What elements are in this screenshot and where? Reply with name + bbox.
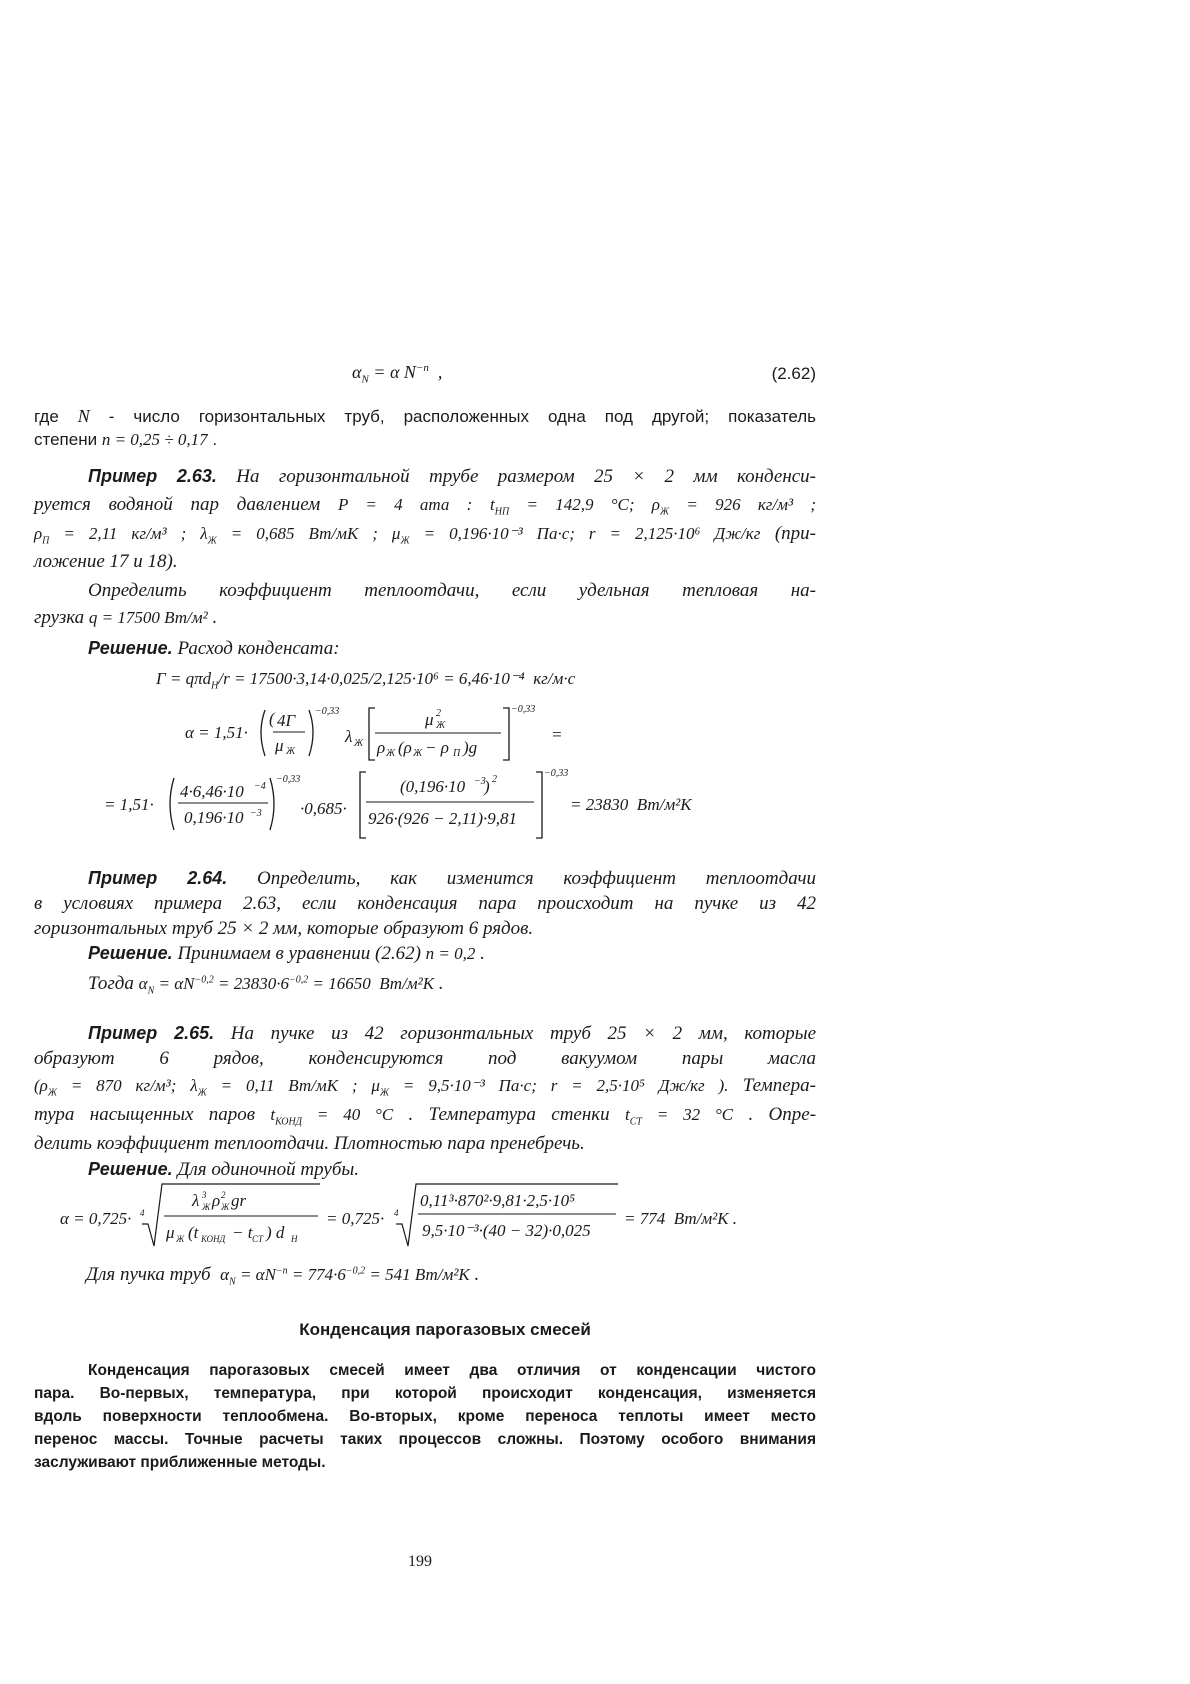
formula-alpha-general	[185, 700, 605, 764]
section-paragraph-line-3: вдоль поверхности теплообмена. Во-вторых, кроме переноса теплоты имеет место	[34, 1408, 816, 1425]
svg-text:): )	[484, 777, 490, 796]
svg-text:= 1,51·: = 1,51·	[104, 795, 154, 814]
svg-text:= 774 Вт/м²К .: = 774 Вт/м²К .	[624, 1209, 738, 1228]
example-2-65-line-3: ($\rho_Ж = 870$ кг/м³; $\lambda_Ж = 0,11$ Вт/мК ; $\mu_Ж = 9,5\cdot 10^{-3}$ Па·с; r = 2,5·10⁵ Дж/кг ). Темпера-	[34, 1075, 817, 1099]
paragraph-text: Конденсация парогазовых смесей имеет два отличия от конденсации чистого	[88, 1362, 816, 1379]
section-paragraph-line-1	[34, 1362, 816, 1380]
svg-text:4Γ: 4Γ	[277, 711, 296, 730]
section-paragraph-line-5: заслуживают приближенные методы.	[34, 1454, 326, 1471]
example-title: Пример 2.65.	[88, 1023, 215, 1043]
svg-text:СТ: СТ	[252, 1234, 264, 1244]
svg-text:−3: −3	[250, 808, 262, 819]
svg-text:Н: Н	[291, 1234, 298, 1244]
svg-text:Ж: Ж	[386, 748, 396, 759]
svg-text:−0,33: −0,33	[511, 704, 536, 715]
svg-text:(: (	[269, 709, 275, 728]
svg-text:·0,685·: ·0,685·	[300, 799, 347, 818]
solution-label: Решение.	[88, 638, 173, 658]
svg-text:−0,33: −0,33	[544, 768, 569, 779]
example-text: Определить, как изменится коэффициент теплоотдачи	[257, 868, 817, 889]
formula-alpha-numeric	[104, 766, 764, 842]
formula-alpha-general-graphic	[185, 700, 605, 764]
svg-text:Ж: Ж	[286, 746, 296, 757]
svg-text:λ: λ	[192, 1191, 200, 1210]
svg-text:ρ: ρ	[212, 1191, 221, 1210]
svg-text:) d: ) d	[266, 1223, 285, 1242]
svg-text:−4: −4	[254, 781, 266, 792]
svg-text:−0,33: −0,33	[315, 706, 340, 717]
svg-text:)g: )g	[463, 738, 478, 757]
svg-text:= 23830 Вт/м²К: = 23830 Вт/м²К	[570, 795, 692, 814]
solution-text: Для одиночной трубы.	[177, 1159, 360, 1180]
svg-text:Ж: Ж	[413, 748, 423, 759]
svg-text:Ж: Ж	[221, 1202, 230, 1212]
svg-text:0,196·10: 0,196·10	[184, 808, 244, 827]
svg-text:= 0,725·: = 0,725·	[326, 1209, 385, 1228]
example-2-64-line-3: горизонтальных труб 25 × 2 мм, которые образуют 6 рядов.	[34, 918, 534, 939]
example-text: На пучке из 42 горизонтальных труб 25 × 2 мм, которые	[230, 1023, 817, 1044]
formula-alpha-root	[60, 1180, 780, 1254]
svg-text:П: П	[453, 748, 461, 759]
example-2-65-line-4: тура насыщенных паров $t_{КОНД} = 40$ °C . Температура стенки $t_{СТ} = 32$ °C . Опре-	[34, 1104, 817, 1128]
example-2-65-solution	[34, 1159, 816, 1181]
svg-text:Ж: Ж	[202, 1202, 211, 1212]
example-2-64-line-2: в условиях примера 2.63, если конденсация пара происходит на пучке из 42	[34, 893, 816, 914]
example-2-63-line-5	[34, 580, 816, 602]
page-number: 199	[408, 1553, 432, 1570]
svg-text:α = 1,51·: α = 1,51·	[185, 723, 248, 742]
formula-flow-rate: Γ = qπd$_Н$/r = 17500·3,14·0,025/2,125·10⁶ = 6,46·10⁻⁴ кг/м·с	[156, 669, 576, 692]
section-heading: Конденсация парогазовых смесей	[299, 1320, 591, 1339]
task-text: Определить коэффициент теплоотдачи, если удельная тепловая на-	[88, 580, 816, 601]
equation-2-62	[34, 362, 816, 388]
svg-text:gr: gr	[231, 1191, 247, 1210]
svg-text:Ж: Ж	[354, 738, 364, 749]
svg-text:926·(926 − 2,11)·9,81: 926·(926 − 2,11)·9,81	[368, 809, 518, 828]
svg-text:=: =	[551, 725, 563, 744]
svg-text:(0,196·10: (0,196·10	[400, 777, 466, 796]
example-title: Пример 2.64.	[88, 868, 228, 888]
svg-text:Ж: Ж	[176, 1234, 185, 1244]
example-2-65-line-1	[34, 1023, 816, 1045]
svg-text:4: 4	[140, 1208, 145, 1218]
svg-text:0,11³·870²·9,81·2,5·10⁵: 0,11³·870²·9,81·2,5·10⁵	[420, 1191, 576, 1210]
svg-text:Ж: Ж	[436, 720, 446, 731]
svg-text:−0,33: −0,33	[276, 774, 301, 785]
example-title: Пример 2.63.	[88, 466, 217, 486]
svg-text:(t: (t	[188, 1223, 199, 1242]
equation-number: (2.62)	[771, 364, 816, 383]
example-2-63-solution	[34, 638, 816, 660]
svg-text:− t: − t	[232, 1223, 253, 1242]
example-2-64-solution: Решение. Принимаем в уравнении (2.62) n = 0,2 .	[34, 943, 816, 965]
svg-text:2: 2	[436, 708, 441, 719]
solution-label: Решение.	[88, 1159, 173, 1179]
example-2-65-line-2: образуют 6 рядов, конденсируются под вакуумом пары масла	[34, 1048, 816, 1069]
example-2-64-line-1	[34, 868, 816, 890]
section-paragraph-line-2: пара. Во-первых, температура, при которой происходит конденсация, изменяется	[34, 1385, 816, 1402]
formula-alpha-root-graphic	[60, 1180, 780, 1254]
svg-text:ρ: ρ	[377, 738, 386, 757]
intro-line-2: степени n = 0,25 ÷ 0,17 .	[34, 430, 218, 449]
example-2-64-result: Тогда $\alpha_N = \alpha N^{-0,2} = 23830\cdot 6^{-0,2} = 16650$ Вт/м²К .	[88, 973, 444, 997]
example-2-63-line-1: Пример 2.63. На горизонтальной трубе размером 25 × 2 мм конденси-	[34, 466, 816, 488]
svg-text:μ: μ	[425, 710, 434, 729]
svg-text:μ: μ	[275, 736, 284, 755]
example-2-63-line-6: грузка q = 17500 Вт/м² .	[34, 607, 218, 628]
svg-text:λ: λ	[345, 727, 353, 746]
svg-text:μ: μ	[166, 1223, 175, 1242]
example-2-63-line-2: руется водяной пар давлением P = 4 ата : $t_{НП} = 142,9$ °C; $\rho_Ж = 926$ кг/м³ ;	[34, 494, 816, 518]
example-2-63-line-3: $\rho_П = 2,11$ кг/м³ ; $\lambda_Ж = 0,685$ Вт/мК ; $\mu_Ж = 0,196\cdot 10^{-3}$ Па·с; r = 2,125·10⁶ Дж/кг (при-	[34, 523, 816, 547]
svg-text:α = 0,725·: α = 0,725·	[60, 1209, 132, 1228]
svg-text:− ρ: − ρ	[425, 738, 449, 757]
formula-alpha-numeric-graphic	[104, 766, 764, 842]
solution-text: Расход конденсата:	[177, 638, 340, 659]
intro-line-1: где N - число горизонтальных труб, расположенных одна под другой; показатель	[34, 406, 816, 426]
svg-text:4: 4	[394, 1208, 399, 1218]
svg-text:(ρ: (ρ	[398, 738, 412, 757]
example-2-65-bundle: Для пучка труб $\alpha_N = \alpha N^{-n} = 774\cdot 6^{-0,2} = 541$ Вт/м²К .	[86, 1264, 480, 1288]
svg-text:КОНД: КОНД	[201, 1234, 226, 1244]
example-2-63-line-4: ложение 17 и 18).	[34, 551, 178, 572]
equation-formula: $\alpha_N = \alpha$ $N^{-n}$ ,	[352, 362, 443, 386]
svg-text:2: 2	[221, 1190, 226, 1200]
svg-text:−3: −3	[474, 776, 486, 787]
svg-text:3: 3	[202, 1190, 207, 1200]
solution-label: Решение.	[88, 943, 173, 963]
section-paragraph-line-4: перенос массы. Точные расчеты таких процессов сложны. Поэтому особого внимания	[34, 1431, 816, 1448]
example-2-65-line-5: делить коэффициент теплоотдачи. Плотностью пара пренебречь.	[34, 1133, 585, 1154]
svg-text:9,5·10⁻³·(40 − 32)·0,025: 9,5·10⁻³·(40 − 32)·0,025	[422, 1221, 591, 1240]
svg-text:2: 2	[492, 774, 497, 785]
svg-text:4·6,46·10: 4·6,46·10	[180, 782, 244, 801]
